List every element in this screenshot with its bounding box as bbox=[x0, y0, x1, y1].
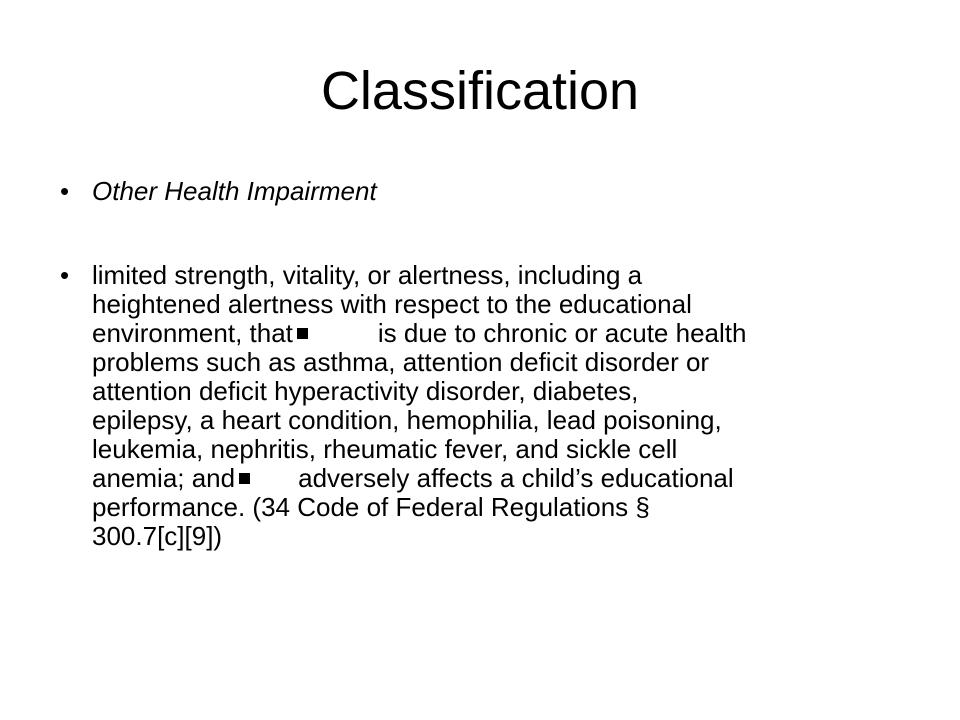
bullet-item-definition bbox=[60, 261, 900, 611]
text-segment: adversely affects a child’s educational bbox=[298, 463, 734, 493]
text-line-with-marker bbox=[92, 319, 892, 348]
definition-text bbox=[92, 261, 892, 551]
text-line: problems such as asthma, attention deficit disorder or bbox=[92, 347, 710, 377]
black-square-icon bbox=[297, 328, 308, 339]
text-segment: environment, that bbox=[92, 318, 293, 348]
bullet-item-other-health-impairment bbox=[60, 177, 900, 209]
text-line: leukemia, nephritis, rheumatic fever, and sickle cell bbox=[92, 434, 678, 464]
black-square-icon bbox=[239, 473, 250, 484]
bullet-text: Other Health Impairment bbox=[92, 176, 377, 206]
text-line: heightened alertness with respect to the educational bbox=[92, 289, 692, 319]
text-line-with-marker bbox=[92, 464, 892, 493]
text-line: limited strength, vitality, or alertness, including a bbox=[92, 260, 643, 290]
text-line: 300.7[c][9]) bbox=[92, 521, 223, 551]
text-line: performance. (34 Code of Federal Regulations § bbox=[92, 492, 650, 522]
slide-title: Classification bbox=[320, 61, 640, 121]
bullet-icon: • bbox=[60, 176, 70, 206]
text-segment: is due to chronic or acute health bbox=[377, 318, 747, 348]
text-segment: anemia; and bbox=[92, 463, 236, 493]
text-line: epilepsy, a heart condition, hemophilia, lead poisoning, bbox=[92, 405, 722, 435]
bullet-icon: • bbox=[60, 260, 70, 290]
text-line: attention deficit hyperactivity disorder, diabetes, bbox=[92, 376, 639, 406]
